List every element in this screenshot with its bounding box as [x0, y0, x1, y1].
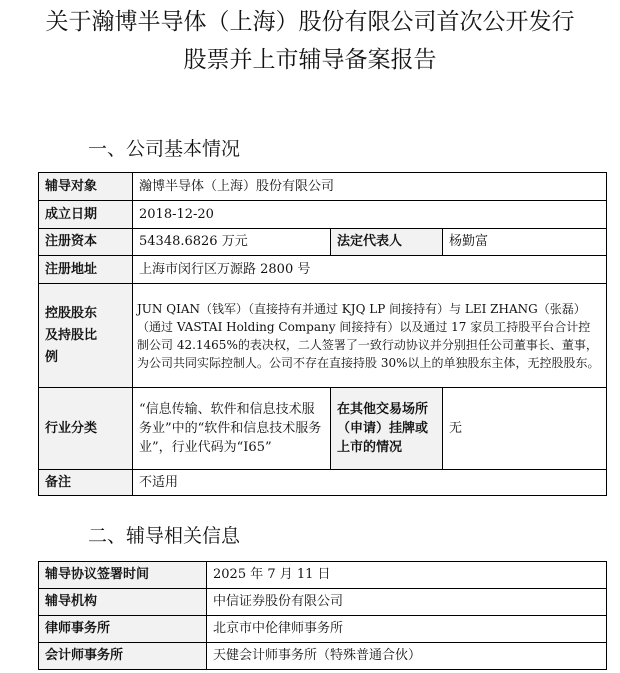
- other-listing-value: 无: [443, 388, 607, 470]
- table-row: [39, 229, 607, 256]
- law-firm-label: 律师事务所: [39, 616, 207, 643]
- section-heading-basic-info: 一、公司基本情况: [88, 138, 241, 160]
- table-row: [39, 284, 607, 388]
- holder-value: JUN QIAN（钱军）（直接持有并通过 KJQ LP 间接持有）与 LEI ZHANG（张磊）（通过 VASTAI Holding Company 间接持有）以及通过 17 家员工持股平台合计控制公司 42.1465%的表决权，二人签署了一致行动协议并分别担任公司董事长、董事，为公司共同实际控制人。公司不存在直接持股 30%以上的单独股东主体，无控股股东。: [133, 284, 607, 388]
- table-row: [39, 643, 607, 670]
- table-row: [39, 616, 607, 643]
- address-label: 注册地址: [39, 256, 133, 284]
- other-listing-label: 在其他交易场所（申请）挂牌或上市的情况: [331, 388, 443, 470]
- industry-label: 行业分类: [39, 388, 133, 470]
- sign-date-label: 辅导协议签署时间: [39, 562, 207, 589]
- section-heading-tutoring-info: 二、辅导相关信息: [88, 525, 241, 547]
- table-row: [39, 562, 607, 589]
- tutoring-org-label: 辅导机构: [39, 589, 207, 616]
- basic-info-table: [38, 172, 607, 496]
- capital-label: 注册资本: [39, 229, 133, 256]
- industry-value: “信息传输、软件和信息技术服务业”中的“软件和信息技术服务业”，行业代码为“I65”: [133, 388, 331, 470]
- accounting-firm-value: 天健会计师事务所（特殊普通合伙）: [207, 643, 607, 670]
- sign-date-value: 2025 年 7 月 11 日: [207, 562, 607, 589]
- target-label: 辅导对象: [39, 173, 133, 201]
- table-row: [39, 256, 607, 284]
- table-row: [39, 173, 607, 201]
- address-value: 上海市闵行区万源路 2800 号: [133, 256, 607, 284]
- capital-value: 54348.6826 万元: [133, 229, 331, 256]
- law-firm-value: 北京市中伦律师事务所: [207, 616, 607, 643]
- document-title-line-1: 关于瀚博半导体（上海）股份有限公司首次公开发行: [45, 9, 575, 35]
- table-row: [39, 201, 607, 229]
- rep-label: 法定代表人: [331, 229, 443, 256]
- document-title-line-2: 股票并上市辅导备案报告: [183, 47, 437, 73]
- remark-label: 备注: [39, 470, 133, 496]
- table-row: [39, 388, 607, 470]
- table-row: [39, 470, 607, 496]
- rep-value: 杨勤富: [443, 229, 607, 256]
- tutoring-info-table: [38, 561, 607, 670]
- tutoring-org-value: 中信证券股份有限公司: [207, 589, 607, 616]
- date-value: 2018-12-20: [133, 201, 607, 229]
- accounting-firm-label: 会计师事务所: [39, 643, 207, 670]
- holder-label: 控股股东 及持股比 例: [39, 284, 133, 388]
- table-row: [39, 589, 607, 616]
- remark-value: 不适用: [133, 470, 607, 496]
- date-label: 成立日期: [39, 201, 133, 229]
- target-value: 瀚博半导体（上海）股份有限公司: [133, 173, 607, 201]
